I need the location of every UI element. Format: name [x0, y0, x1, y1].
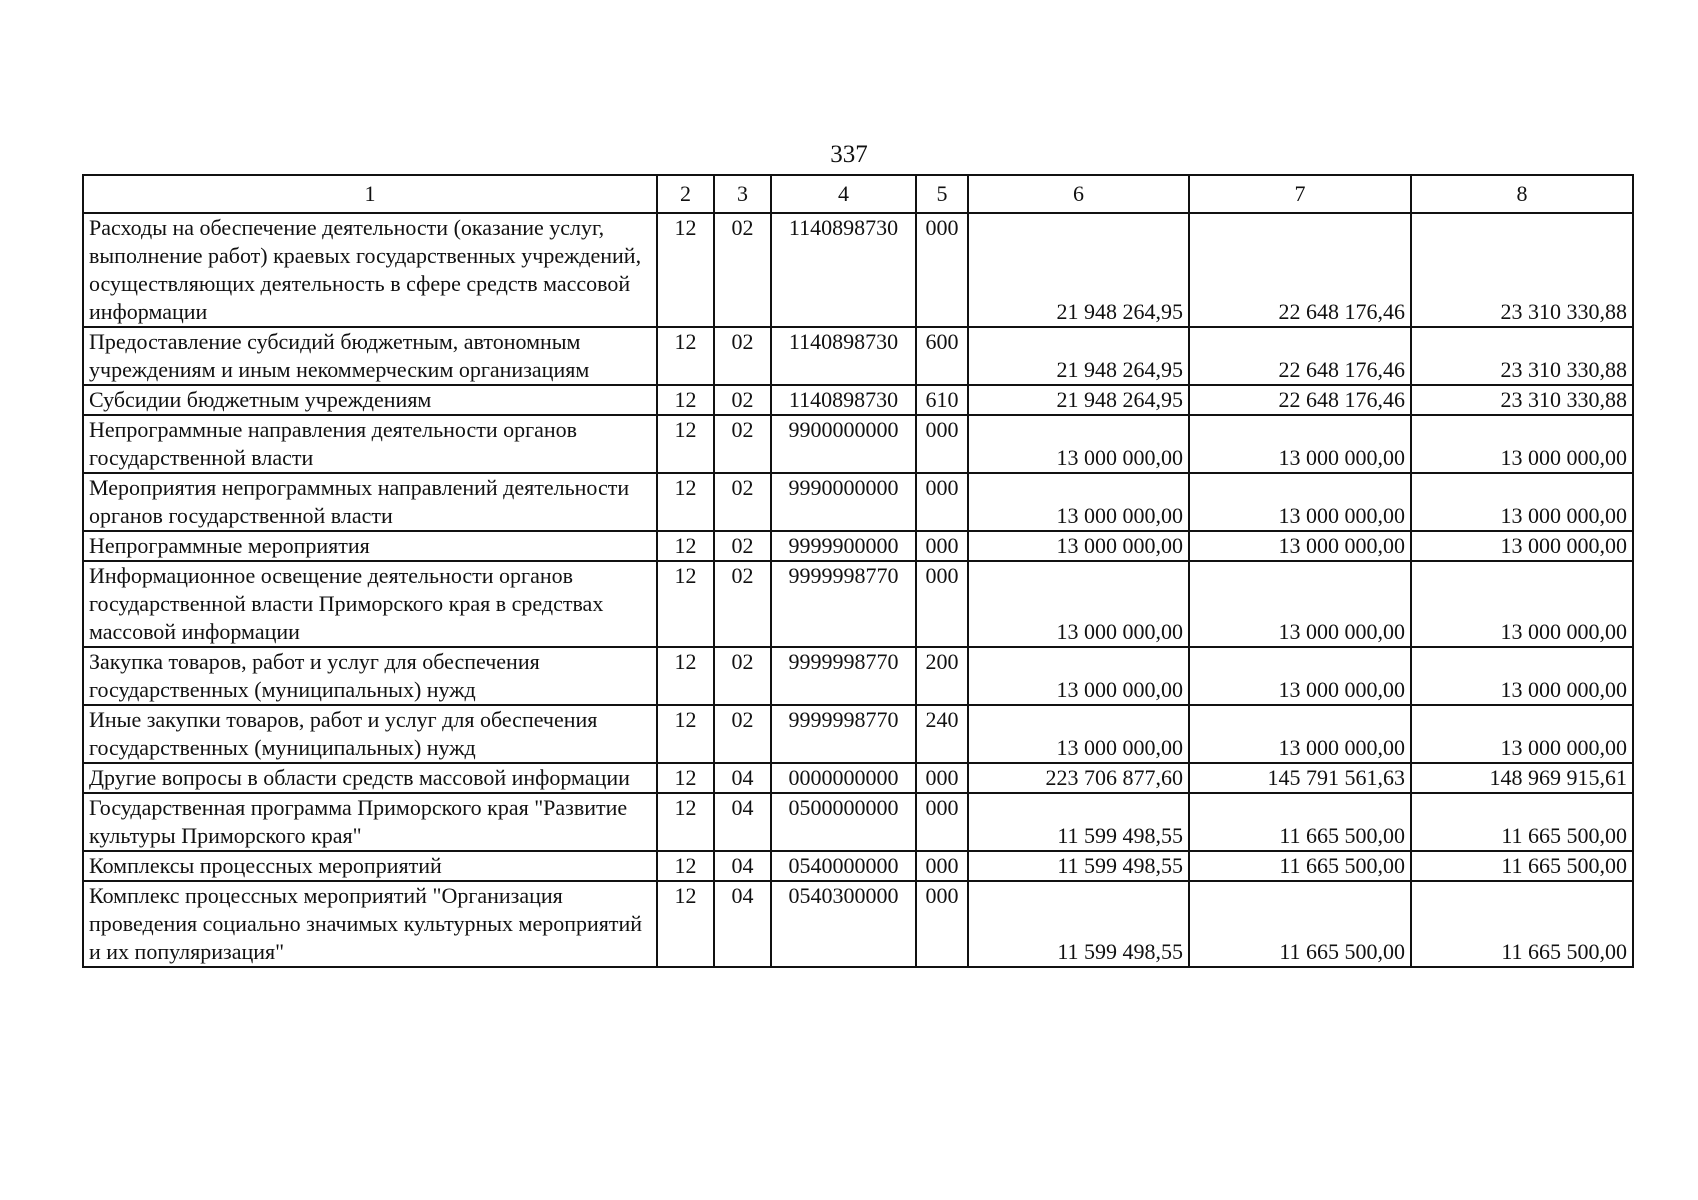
section-code: 12 [657, 705, 714, 763]
subsection-code: 02 [714, 647, 771, 705]
section-code: 12 [657, 473, 714, 531]
subsection-code: 02 [714, 705, 771, 763]
expense-type-code: 000 [916, 561, 968, 647]
target-article-code: 0000000000 [771, 763, 916, 793]
amount-column-8: 148 969 915,61 [1411, 763, 1633, 793]
amount-column-7: 13 000 000,00 [1189, 473, 1411, 531]
row-name: Другие вопросы в области средств массовой информации [83, 763, 657, 793]
subsection-code: 04 [714, 793, 771, 851]
row-name: Субсидии бюджетным учреждениям [83, 385, 657, 415]
table-row [83, 561, 1633, 647]
target-article-code: 1140898730 [771, 385, 916, 415]
amount-column-6: 13 000 000,00 [968, 647, 1189, 705]
table-row [83, 327, 1633, 385]
table-row [83, 213, 1633, 327]
amount-column-7: 11 665 500,00 [1189, 851, 1411, 881]
amount-column-6: 223 706 877,60 [968, 763, 1189, 793]
amount-column-8: 13 000 000,00 [1411, 647, 1633, 705]
target-article-code: 0540300000 [771, 881, 916, 967]
amount-column-8: 13 000 000,00 [1411, 415, 1633, 473]
table-row [83, 851, 1633, 881]
subsection-code: 02 [714, 327, 771, 385]
target-article-code: 9999900000 [771, 531, 916, 561]
section-code: 12 [657, 415, 714, 473]
amount-column-6: 13 000 000,00 [968, 531, 1189, 561]
target-article-code: 9990000000 [771, 473, 916, 531]
amount-column-6: 13 000 000,00 [968, 561, 1189, 647]
target-article-code: 9999998770 [771, 561, 916, 647]
amount-column-6: 13 000 000,00 [968, 415, 1189, 473]
row-name: Предоставление субсидий бюджетным, автономным учреждениям и иным некоммерческим организациям [83, 327, 657, 385]
target-article-code: 0500000000 [771, 793, 916, 851]
expense-type-code: 000 [916, 531, 968, 561]
table-row [83, 385, 1633, 415]
amount-column-7: 22 648 176,46 [1189, 385, 1411, 415]
budget-table [82, 174, 1634, 968]
amount-column-8: 23 310 330,88 [1411, 213, 1633, 327]
column-header-7: 7 [1189, 175, 1411, 213]
row-name: Государственная программа Приморского края "Развитие культуры Приморского края" [83, 793, 657, 851]
amount-column-6: 21 948 264,95 [968, 213, 1189, 327]
amount-column-8: 23 310 330,88 [1411, 385, 1633, 415]
row-name: Непрограммные мероприятия [83, 531, 657, 561]
subsection-code: 04 [714, 881, 771, 967]
expense-type-code: 000 [916, 763, 968, 793]
table-row [83, 881, 1633, 967]
amount-column-7: 13 000 000,00 [1189, 561, 1411, 647]
amount-column-7: 11 665 500,00 [1189, 881, 1411, 967]
target-article-code: 0540000000 [771, 851, 916, 881]
section-code: 12 [657, 213, 714, 327]
subsection-code: 02 [714, 213, 771, 327]
row-name: Расходы на обеспечение деятельности (оказание услуг, выполнение работ) краевых государственных учреждений, осуществляющих деятельность в сфере средств массовой информации [83, 213, 657, 327]
section-code: 12 [657, 851, 714, 881]
section-code: 12 [657, 385, 714, 415]
amount-column-7: 13 000 000,00 [1189, 647, 1411, 705]
expense-type-code: 600 [916, 327, 968, 385]
column-header-8: 8 [1411, 175, 1633, 213]
subsection-code: 02 [714, 531, 771, 561]
table-row [83, 531, 1633, 561]
amount-column-7: 11 665 500,00 [1189, 793, 1411, 851]
amount-column-8: 13 000 000,00 [1411, 531, 1633, 561]
subsection-code: 02 [714, 473, 771, 531]
amount-column-8: 13 000 000,00 [1411, 561, 1633, 647]
section-code: 12 [657, 531, 714, 561]
section-code: 12 [657, 763, 714, 793]
table-row [83, 793, 1633, 851]
amount-column-6: 11 599 498,55 [968, 881, 1189, 967]
column-header-2: 2 [657, 175, 714, 213]
row-name: Мероприятия непрограммных направлений деятельности органов государственной власти [83, 473, 657, 531]
amount-column-6: 13 000 000,00 [968, 473, 1189, 531]
target-article-code: 9999998770 [771, 705, 916, 763]
amount-column-7: 13 000 000,00 [1189, 415, 1411, 473]
row-name: Комплексы процессных мероприятий [83, 851, 657, 881]
expense-type-code: 610 [916, 385, 968, 415]
target-article-code: 1140898730 [771, 213, 916, 327]
amount-column-6: 21 948 264,95 [968, 385, 1189, 415]
section-code: 12 [657, 881, 714, 967]
amount-column-7: 13 000 000,00 [1189, 531, 1411, 561]
subsection-code: 04 [714, 763, 771, 793]
expense-type-code: 000 [916, 473, 968, 531]
expense-type-code: 000 [916, 881, 968, 967]
subsection-code: 02 [714, 415, 771, 473]
amount-column-8: 11 665 500,00 [1411, 881, 1633, 967]
subsection-code: 04 [714, 851, 771, 881]
column-header-5: 5 [916, 175, 968, 213]
column-header-1: 1 [83, 175, 657, 213]
table-row [83, 415, 1633, 473]
target-article-code: 9900000000 [771, 415, 916, 473]
expense-type-code: 000 [916, 213, 968, 327]
expense-type-code: 000 [916, 851, 968, 881]
row-name: Иные закупки товаров, работ и услуг для обеспечения государственных (муниципальных) нужд [83, 705, 657, 763]
amount-column-8: 13 000 000,00 [1411, 473, 1633, 531]
section-code: 12 [657, 793, 714, 851]
expense-type-code: 240 [916, 705, 968, 763]
table-row [83, 763, 1633, 793]
column-header-6: 6 [968, 175, 1189, 213]
column-header-3: 3 [714, 175, 771, 213]
subsection-code: 02 [714, 561, 771, 647]
section-code: 12 [657, 647, 714, 705]
amount-column-8: 23 310 330,88 [1411, 327, 1633, 385]
subsection-code: 02 [714, 385, 771, 415]
amount-column-6: 13 000 000,00 [968, 705, 1189, 763]
amount-column-7: 22 648 176,46 [1189, 327, 1411, 385]
column-header-4: 4 [771, 175, 916, 213]
amount-column-6: 21 948 264,95 [968, 327, 1189, 385]
row-name: Непрограммные направления деятельности органов государственной власти [83, 415, 657, 473]
target-article-code: 9999998770 [771, 647, 916, 705]
table-row [83, 647, 1633, 705]
amount-column-7: 22 648 176,46 [1189, 213, 1411, 327]
amount-column-8: 11 665 500,00 [1411, 793, 1633, 851]
amount-column-6: 11 599 498,55 [968, 793, 1189, 851]
amount-column-7: 13 000 000,00 [1189, 705, 1411, 763]
expense-type-code: 200 [916, 647, 968, 705]
row-name: Информационное освещение деятельности органов государственной власти Приморского края в средствах массовой информации [83, 561, 657, 647]
table-row [83, 705, 1633, 763]
expense-type-code: 000 [916, 415, 968, 473]
table-body [83, 175, 1633, 967]
amount-column-6: 11 599 498,55 [968, 851, 1189, 881]
target-article-code: 1140898730 [771, 327, 916, 385]
expense-type-code: 000 [916, 793, 968, 851]
table-row [83, 473, 1633, 531]
row-name: Комплекс процессных мероприятий "Организация проведения социально значимых культурных мероприятий и их популяризация" [83, 881, 657, 967]
section-code: 12 [657, 561, 714, 647]
section-code: 12 [657, 327, 714, 385]
header-row [83, 175, 1633, 213]
amount-column-7: 145 791 561,63 [1189, 763, 1411, 793]
amount-column-8: 13 000 000,00 [1411, 705, 1633, 763]
row-name: Закупка товаров, работ и услуг для обеспечения государственных (муниципальных) нужд [83, 647, 657, 705]
amount-column-8: 11 665 500,00 [1411, 851, 1633, 881]
page-number: 337 [830, 141, 868, 168]
